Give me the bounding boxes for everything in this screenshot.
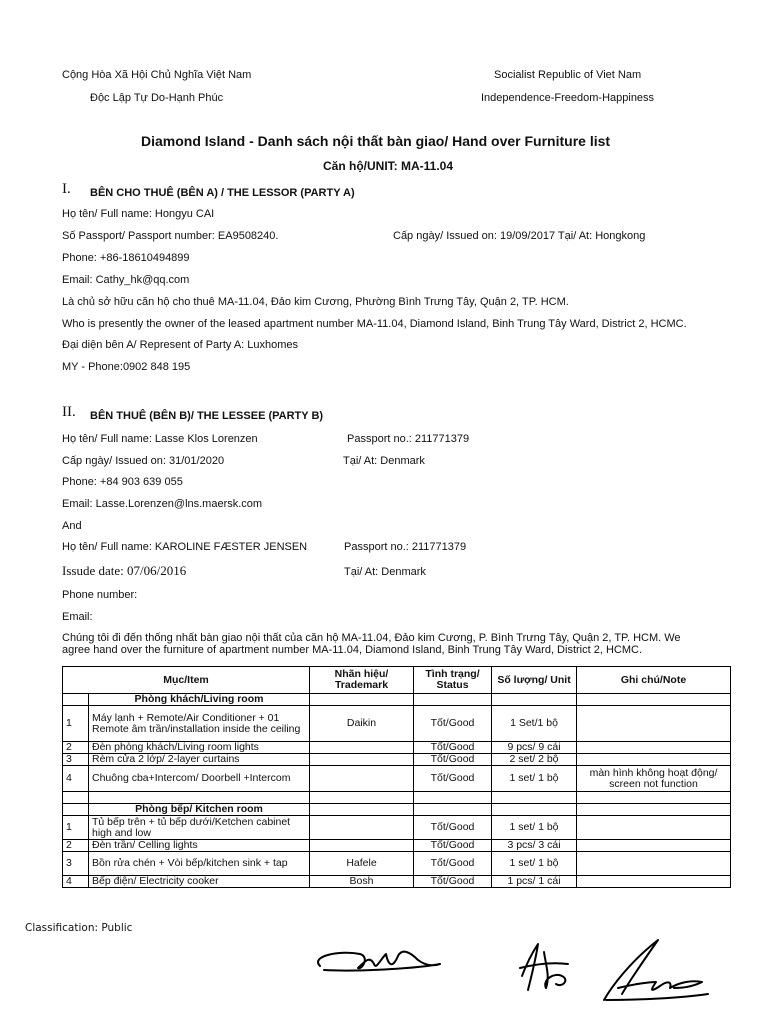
row-status: Tốt/Good xyxy=(414,840,492,852)
signatures xyxy=(300,930,720,1020)
header-en-line2: Independence-Freedom-Happiness xyxy=(481,92,655,104)
row-note xyxy=(577,706,731,742)
row-qty: 9 pcs/ 9 cái xyxy=(492,742,577,754)
party-b-email1: Email: Lasse.Lorenzen@lns.maersk.com xyxy=(62,498,263,510)
party-b-issued2: Issude date: 07/06/2016 xyxy=(62,563,187,578)
row-status: Tốt/Good xyxy=(414,766,492,792)
signature-3 xyxy=(604,940,708,1000)
party-a-heading: BÊN CHO THUÊ (BÊN A) / THE LESSOR (PARTY A) xyxy=(90,187,355,199)
row-qty: 1 set/ 1 bộ xyxy=(492,766,577,792)
table-row xyxy=(63,766,731,792)
row-brand xyxy=(310,816,414,840)
row-note: màn hình không hoạt động/ screen not function xyxy=(577,766,731,792)
row-item: Rèm cửa 2 lớp/ 2-layer curtains xyxy=(89,754,310,766)
row-brand xyxy=(310,754,414,766)
row-no: 1 xyxy=(63,816,89,840)
party-a-owner-vn: Là chủ sở hữu căn hộ cho thuê MA-11.04, Đảo kim Cương, Phường Bình Trưng Tây, Quận 2, TP. HCM. xyxy=(62,296,569,308)
party-b-heading: BÊN THUÊ (BÊN B)/ THE LESSEE (PARTY B) xyxy=(90,410,324,422)
row-status: Tốt/Good xyxy=(414,852,492,876)
party-a-issued: Cấp ngày/ Issued on: 19/09/2017 Tại/ At: Hongkong xyxy=(393,230,646,242)
section-row-kitchen xyxy=(63,804,731,816)
party-b-passport1: Passport no.: 211771379 xyxy=(347,433,470,445)
row-item: Bếp điện/ Electricity cooker xyxy=(89,876,310,888)
row-no: 4 xyxy=(63,876,89,888)
row-note xyxy=(577,840,731,852)
blank-row xyxy=(63,792,731,804)
header-unit: Số lượng/ Unit xyxy=(492,667,577,694)
table-row xyxy=(63,840,731,852)
agreement-vn: Chúng tôi đi đến thống nhất bàn giao nội thất của căn hộ MA-11.04, Đảo kim Cương, P. Bình Trưng Tây, Quận 2, TP. HCM. We xyxy=(62,632,681,644)
party-b-phone1: Phone: +84 903 639 055 xyxy=(62,476,183,488)
furniture-table xyxy=(62,666,731,888)
row-qty: 2 set/ 2 bộ xyxy=(492,754,577,766)
party-a-passport: Số Passport/ Passport number: EA9508240. xyxy=(62,230,279,242)
row-brand: Daikin xyxy=(310,706,414,742)
party-a-email: Email: Cathy_hk@qq.com xyxy=(62,274,190,286)
table-row xyxy=(63,742,731,754)
row-item: Đèn trần/ Celling lights xyxy=(89,840,310,852)
party-a-name: Họ tên/ Full name: Hongyu CAI xyxy=(62,208,215,220)
party-b-name2: Họ tên/ Full name: KAROLINE FÆSTER JENSEN xyxy=(62,541,308,553)
row-item: Bồn rửa chén + Vòi bếp/kitchen sink + tap xyxy=(89,852,310,876)
party-b-and: And xyxy=(62,520,82,532)
row-qty: 1 pcs/ 1 cái xyxy=(492,876,577,888)
party-a-represent: Đại diện bên A/ Represent of Party A: Luxhomes xyxy=(62,339,299,351)
row-no: 3 xyxy=(63,754,89,766)
document-title: Diamond Island - Danh sách nội thất bàn giao/ Hand over Furniture list xyxy=(141,133,611,149)
party-a-phone: Phone: +86-18610494899 xyxy=(62,252,190,264)
party-a-my-phone: MY - Phone:0902 848 195 xyxy=(62,361,191,373)
row-item: Tủ bếp trên + tủ bếp dưới/Ketchen cabinet high and low xyxy=(89,816,310,840)
row-brand xyxy=(310,840,414,852)
header-vn-line2: Độc Lập Tự Do-Hạnh Phúc xyxy=(90,92,224,104)
header-en-line1: Socialist Republic of Viet Nam xyxy=(494,69,642,81)
party-a-owner-en: Who is presently the owner of the leased apartment number MA-11.04, Diamond Island, Binh Trung Tây Ward, District 2, HCMC. xyxy=(62,318,687,330)
row-qty: 3 pcs/ 3 cái xyxy=(492,840,577,852)
row-brand xyxy=(310,742,414,754)
row-note xyxy=(577,742,731,754)
header-trademark: Nhãn hiệu/ Trademark xyxy=(310,667,414,694)
header-note: Ghi chú/Note xyxy=(577,667,731,694)
table-row xyxy=(63,754,731,766)
row-brand: Bosh xyxy=(310,876,414,888)
table-header-row xyxy=(63,667,731,694)
row-item: Chuông cba+Intercom/ Doorbell +Intercom xyxy=(89,766,310,792)
row-item: Đèn phòng khách/Living room lights xyxy=(89,742,310,754)
row-qty: 1 Set/1 bộ xyxy=(492,706,577,742)
row-status: Tốt/Good xyxy=(414,816,492,840)
party-b-at1: Tại/ At: Denmark xyxy=(343,455,425,467)
row-status: Tốt/Good xyxy=(414,876,492,888)
row-brand: Hafele xyxy=(310,852,414,876)
party-b-email2: Email: xyxy=(62,611,93,623)
unit-label: Căn hộ/UNIT: MA-11.04 xyxy=(323,159,454,173)
party-b-passport2: Passport no.: 211771379 xyxy=(344,541,467,553)
row-status: Tốt/Good xyxy=(414,742,492,754)
classification-label: Classification: Public xyxy=(25,922,133,934)
party-b-at2: Tại/ At: Denmark xyxy=(344,566,426,578)
signature-1 xyxy=(318,952,440,971)
section-row-living xyxy=(63,694,731,706)
table-row xyxy=(63,852,731,876)
table-row xyxy=(63,816,731,840)
party-b-phone2: Phone number: xyxy=(62,589,138,601)
header-item: Mục/Item xyxy=(63,667,310,694)
row-no: 2 xyxy=(63,840,89,852)
row-note xyxy=(577,754,731,766)
row-note xyxy=(577,816,731,840)
section-title-living: Phòng khách/Living room xyxy=(89,694,310,706)
agreement-en: agree hand over the furniture of apartment number MA-11.04, Diamond Island, Binh Trung Tây Ward, District 2, HCMC. xyxy=(62,644,643,656)
party-a-numeral: I. xyxy=(62,181,71,197)
table-row xyxy=(63,876,731,888)
row-qty: 1 set/ 1 bộ xyxy=(492,816,577,840)
row-no: 3 xyxy=(63,852,89,876)
party-b-issued1: Cấp ngày/ Issued on: 31/01/2020 xyxy=(62,455,225,467)
header-vn-line1: Cộng Hòa Xã Hội Chủ Nghĩa Việt Nam xyxy=(62,69,252,81)
signature-2 xyxy=(520,944,568,990)
section-title-kitchen: Phòng bếp/ Kitchen room xyxy=(89,804,310,816)
row-status: Tốt/Good xyxy=(414,706,492,742)
party-b-numeral: II. xyxy=(62,404,76,420)
party-b-name1: Họ tên/ Full name: Lasse Klos Lorenzen xyxy=(62,433,258,445)
row-qty: 1 set/ 1 bộ xyxy=(492,852,577,876)
row-note xyxy=(577,876,731,888)
row-no: 1 xyxy=(63,706,89,742)
table-row xyxy=(63,706,731,742)
row-item: Máy lạnh + Remote/Air Conditioner + 01 Remote âm trần/installation inside the ceiling xyxy=(89,706,310,742)
header-status: Tình trạng/ Status xyxy=(414,667,492,694)
row-status: Tốt/Good xyxy=(414,754,492,766)
row-no: 4 xyxy=(63,766,89,792)
row-no: 2 xyxy=(63,742,89,754)
row-note xyxy=(577,852,731,876)
row-brand xyxy=(310,766,414,792)
